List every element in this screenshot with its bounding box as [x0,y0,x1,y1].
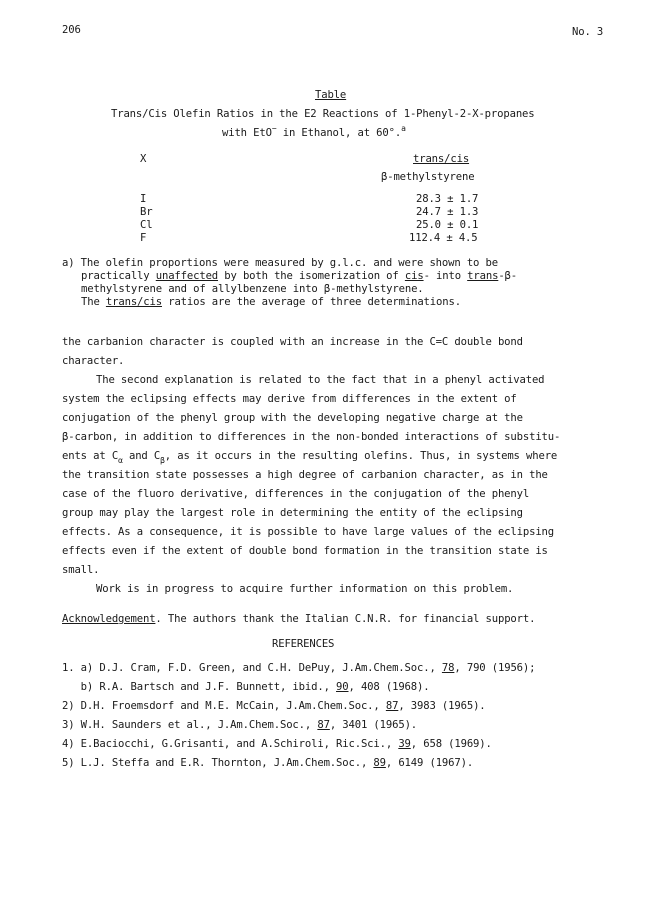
body-text-line: effects. As a consequence, it is possible to have large values of the eclipsing [62,526,555,538]
reference-item: 4) E.Baciocchi, G.Grisanti, and A.Schiroli, Ric.Sci., 39, 658 (1969). [62,738,492,750]
table-footnote-line: a) The olefin proportions were measured by g.l.c. and were shown to be [62,257,498,269]
table-footnote-line: The trans/cis ratios are the average of three determinations. [81,296,461,308]
row-value: 24.7 ± 1.3 [416,206,479,218]
body-text-line: small. [62,564,100,576]
row-value: 28.3 ± 1.7 [416,193,479,205]
body-text-line: conjugation of the phenyl group with the developing negative charge at the [62,412,523,424]
column-header-ratio: trans/cis [413,153,470,165]
table-caption-line2: with EtO− in Ethanol, at 60°.$^a$ [222,124,406,139]
body-text-line: the transition state possesses a high degree of carbanion character, as in the [62,469,548,481]
row-x: Br [140,206,153,218]
table-footnote-line: methylstyrene and of allylbenzene into β-methylstyrene. [81,283,424,295]
body-text-line: β-carbon, in addition to differences in the non-bonded interactions of substitu- [62,431,561,443]
reference-item: 3) W.H. Saunders et al., J.Am.Chem.Soc., 87, 3401 (1965). [62,719,418,731]
table-heading: Table [315,89,347,101]
body-text-line: ents at $C_\alpha$ and $C_\beta$, as it occurs in the resulting olefins. Thus, in systems where [62,450,558,465]
body-text-line: character. [62,355,125,367]
row-value: 112.4 ± 4.5 [409,232,478,244]
body-text-line: group may play the largest role in determining the entity of the eclipsing [62,507,523,519]
row-value: 25.0 ± 0.1 [416,219,479,231]
row-x: F [140,232,147,244]
reference-item: b) R.A. Bartsch and J.F. Bunnett, ibid., 90, 408 (1968). [62,681,430,693]
issue-number: No. 3 [572,26,604,38]
page-number: 206 [62,24,81,36]
table-caption-line1: Trans/Cis Olefin Ratios in the E2 Reactions of 1-Phenyl-2-X-propanes [111,108,535,120]
body-text-line: the carbanion character is coupled with an increase in the C=C double bond [62,336,523,348]
acknowledgement: Acknowledgement. The authors thank the Italian C.N.R. for financial support. [62,613,536,625]
body-text-line: system the eclipsing effects may derive from differences in the extent of [62,393,517,405]
reference-item: 2) D.H. Froemsdorf and M.E. McCain, J.Am.Chem.Soc., 87, 3983 (1965). [62,700,486,712]
body-text-line: effects even if the extent of double bond formation in the transition state is [62,545,548,557]
column-header-x: X [140,153,147,165]
body-text-line: case of the fluoro derivative, differences in the conjugation of the phenyl [62,488,530,500]
reference-item: 5) L.J. Steffa and E.R. Thornton, J.Am.Chem.Soc., 89, 6149 (1967). [62,757,474,769]
column-subheader: β-methylstyrene [381,171,475,183]
body-text-line: The second explanation is related to the fact that in a phenyl activated [96,374,545,386]
row-x: Cl [140,219,153,231]
reference-item: 1. a) D.J. Cram, F.D. Green, and C.H. DePuy, J.Am.Chem.Soc., 78, 790 (1956); [62,662,536,674]
table-footnote-line: practically unaffected by both the isomerization of cis- into trans-β- [81,270,517,282]
references-heading: REFERENCES [272,638,335,650]
body-text-line: Work is in progress to acquire further information on this problem. [96,583,514,595]
row-x: I [140,193,147,205]
